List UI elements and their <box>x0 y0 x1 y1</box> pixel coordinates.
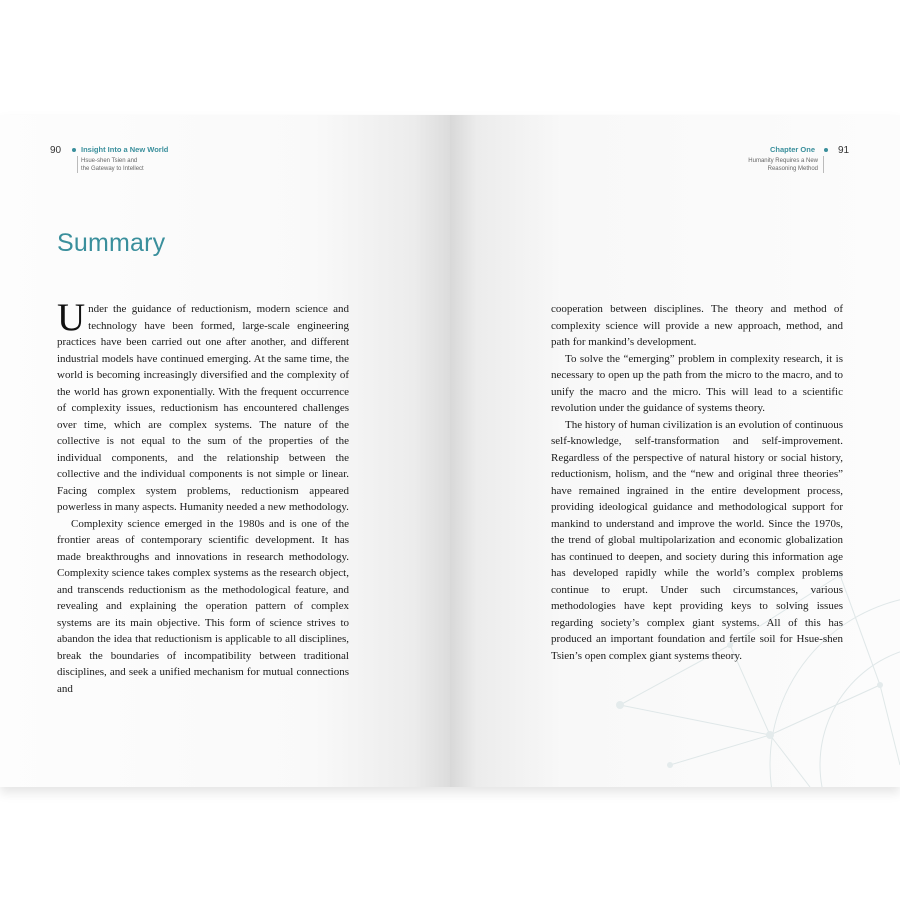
right-header-dot-icon <box>824 148 828 152</box>
right-body-text <box>551 301 843 664</box>
left-paragraph-2: Complexity science emerged in the 1980s and is one of the frontier areas of contemporary scientific development. It has made breakthroughs and innovations in research methodology. Complexity science takes complex systems as the research object, and transcends reductionism as the methodological feature, and revealing and explaining the operation pattern of complex systems are its main objective. This form of science strives to abandon the idea that reductionism is applicable to all disciplines, break the boundaries of incompatibility between traditional disciplines, and seek a unified mechanism for mutual connections and <box>57 517 349 695</box>
left-paragraph-1-text: nder the guidance of reductionism, modern science and technology have been formed, large-scale engineering practices have been carried out one after another, and different industrial models have continued emerging. At the same time, the world is becoming increasingly diversified and the complexity of the world has grown exponentially. With the frequent occurrence of complexity issues, reductionism has encountered challenges over time, which are complex systems. The nature of the collective is not equal to the sum of the properties of the individual components, and the relationship between the collective and the individual components is not simple or linear. Facing complex system problems, reductionism appeared powerless in many aspects. Humanity needed a new methodology. <box>57 303 349 513</box>
left-header-rule <box>77 156 78 173</box>
left-body-text <box>57 296 349 697</box>
left-header-sub-line1: Hsue-shen Tsien and <box>81 158 138 164</box>
right-paragraph-3: The history of human civilization is an evolution of continuous self-knowledge, self-transformation and self-improvement. Regardless of the perspective of natural history or social history, reductionism, holism, and the “new and original three theories” have remained ingrained in the entire development process, providing ideological guidance and methodological support for mankind to understand and improve the world. Since the 1970s, the trend of global multipolarization and economic globalization has continued to deepen, and society during this information age has developed rapidly while the world’s complex problems continue to erupt. Under such circumstances, various methodologies have kept providing keys to solving issues regarding society’s complex giant systems. All of this has produced an important foundation and fertile soil for Hsue-shen Tsien’s open complex giant systems theory. <box>551 418 843 662</box>
left-page <box>0 115 450 787</box>
right-header-title: Chapter One <box>770 145 816 154</box>
open-book <box>0 115 900 787</box>
left-header-sub-line2: the Gateway to Intellect <box>81 166 144 172</box>
right-paragraph-continued: cooperation between disciplines. The theory and method of complexity science will provide a new approach, method, and path for mankind’s development. <box>551 303 843 348</box>
drop-cap: U <box>57 296 86 339</box>
right-header-sub-line2: Reasoning Method <box>767 166 818 172</box>
left-page-number: 90 <box>50 145 62 156</box>
left-header-dot-icon <box>72 148 76 152</box>
left-paragraph-1 <box>57 296 349 516</box>
summary-heading: Summary <box>57 229 166 257</box>
right-page-number: 91 <box>838 145 850 156</box>
left-header-title: Insight Into a New World <box>81 145 169 154</box>
right-page <box>450 115 900 787</box>
right-header-sub-line1: Humanity Requires a New <box>748 158 818 164</box>
right-paragraph-2: To solve the “emerging” problem in complexity research, it is necessary to open up the path from the micro to the macro, and to unify the macro and the micro. This will lead to a scientific revolution under the guidance of systems theory. <box>551 352 843 414</box>
right-header-rule <box>823 156 824 173</box>
